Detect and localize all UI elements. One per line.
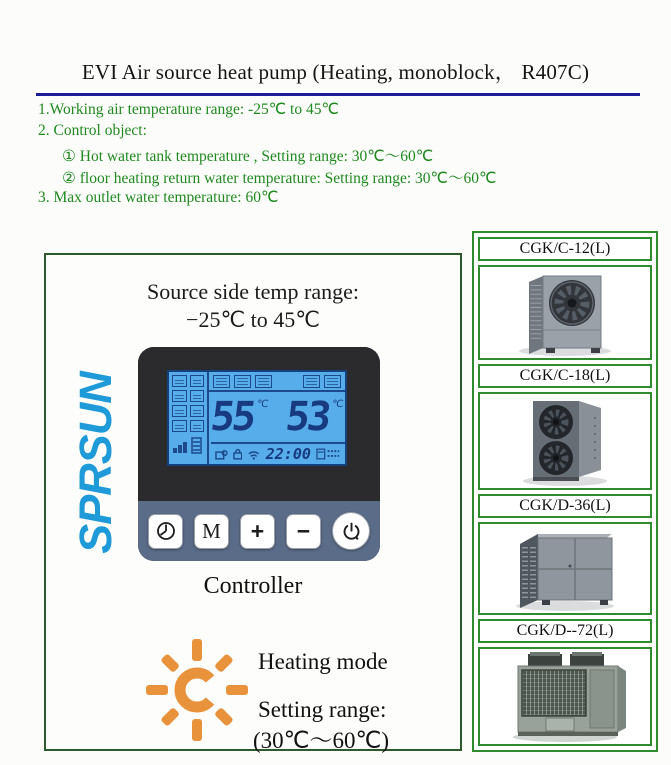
lcd-wifi-icon: [247, 449, 261, 460]
lcd-status-icon-grid: [172, 375, 204, 432]
lcd-lock-icon: [233, 448, 243, 460]
lcd-temp-right-unit: ℃: [331, 399, 344, 410]
lcd-barchart-battery-icon: [172, 436, 204, 454]
power-icon: [341, 521, 362, 542]
product-photo-cgk-c-18: [478, 392, 652, 489]
lcd-temperature-readout: [208, 394, 344, 442]
product-model-label: CGK/D--72(L): [478, 619, 652, 643]
source-range-title: Source side temp range:: [147, 279, 359, 304]
lcd-heater-icon: [324, 375, 341, 388]
lcd-person-icon: [255, 375, 272, 388]
page-title: EVI Air source heat pump (Heating, monoblock， R407C): [81, 60, 590, 84]
lcd-gear-icon: [213, 375, 230, 388]
power-button: [332, 512, 370, 550]
lcd-temp-right: 53: [282, 394, 331, 440]
title-underline: [36, 93, 640, 96]
lcd-alarm-icon: [190, 375, 205, 387]
controller-device: [138, 347, 380, 561]
spec-line-max-outlet: 3. Max outlet water temperature: 60℃: [38, 189, 279, 206]
lcd-pump-run-icon: [215, 449, 228, 460]
heating-sun-icon: [144, 637, 250, 743]
lcd-snowflake-icon: [234, 375, 251, 388]
lcd-display-icon: [190, 390, 205, 402]
lcd-box-icon: [172, 420, 187, 432]
lcd-timer-icon: [303, 375, 320, 388]
heat-pump-box-unit-image: [498, 524, 632, 612]
heat-pump-large-unit-image: [496, 649, 634, 743]
spec-line-hot-water-tank: ① Hot water tank temperature , Setting range: 30℃～60℃: [62, 148, 434, 165]
spec-line-control-object: 2. Control object:: [38, 122, 147, 139]
lcd-tap-icon: [172, 405, 187, 417]
product-photo-cgk-d-36: [478, 522, 652, 615]
product-model-label: CGK/C-18(L): [478, 364, 652, 388]
clock-icon: [156, 521, 176, 541]
heating-mode-label: Heating mode: [258, 649, 388, 674]
lcd-bottom-row: [211, 442, 345, 464]
controller-keypad: [138, 501, 380, 561]
brand-logo-text: SPRSUN: [70, 372, 121, 554]
lcd-pump-icon: [190, 420, 205, 432]
lcd-status-icon-column: [169, 372, 209, 464]
brand-logo: [60, 351, 132, 575]
setting-range-label: Setting range:: [258, 697, 387, 722]
product-model-label: CGK/D-36(L): [478, 494, 652, 518]
product-photo-cgk-c-12: [478, 265, 652, 360]
spec-line-working-range: 1.Working air temperature range: -25℃ to 45℃: [38, 101, 339, 118]
product-photo-cgk-d-72: [478, 647, 652, 746]
heat-pump-single-fan-image: [499, 268, 631, 358]
plus-button: +: [240, 514, 275, 549]
minus-button: −: [286, 514, 321, 549]
lcd-mode-icon-row: [209, 372, 345, 392]
lcd-fan-icon: [190, 405, 205, 417]
lcd-screen: [167, 370, 347, 466]
heat-pump-two-fan-image: [499, 395, 631, 487]
lcd-temp-left: 55: [208, 394, 256, 440]
mode-button: M: [194, 514, 229, 549]
timer-button: [148, 514, 183, 549]
lcd-tank-icon: [172, 375, 187, 387]
setting-range-value: (30℃～60℃): [253, 728, 389, 753]
lcd-temp-left-unit: ℃: [256, 399, 270, 410]
spec-line-floor-heating: ② floor heating return water temperature: Setting range: 30℃～60℃: [62, 170, 497, 187]
controller-caption: Controller: [203, 573, 303, 599]
product-model-label: CGK/C-12(L): [478, 237, 652, 261]
lcd-clock-time: 22:00: [265, 445, 311, 463]
product-models-column: [472, 231, 658, 752]
lcd-schedule-indicator-icon: [316, 447, 341, 461]
controller-bezel: [138, 347, 380, 501]
controller-panel-box: [44, 253, 462, 751]
lcd-radiator-icon: [172, 390, 187, 402]
source-range-value: −25℃ to 45℃: [186, 307, 320, 332]
